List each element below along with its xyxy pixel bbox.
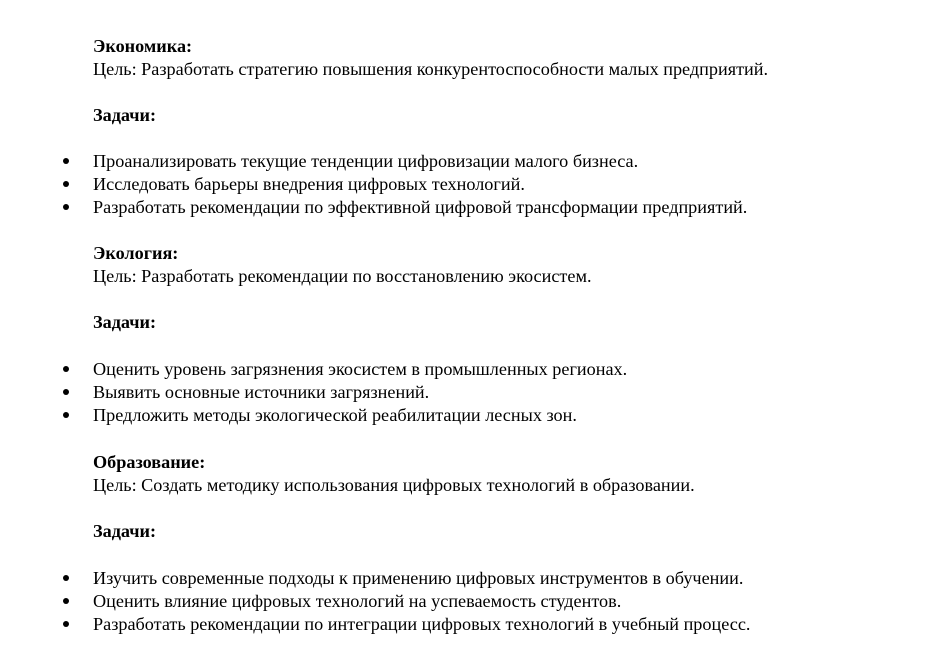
task-item: Разработать рекомендации по эффективной цифровой трансформации предприятий. [93,197,748,217]
section-goal: Цель: Разработать стратегию повышения конкурентоспособности малых предприятий. [93,59,769,79]
bullet-icon [63,204,69,210]
bullet-icon [63,181,69,187]
task-item: Предложить методы экологической реабилитации лесных зон. [93,405,577,425]
task-item: Оценить уровень загрязнения экосистем в промышленных регионах. [93,359,628,379]
tasks-heading: Задачи: [93,312,157,332]
task-item: Проанализировать текущие тенденции цифровизации малого бизнеса. [93,151,639,171]
bullet-icon [63,621,69,627]
section-goal: Цель: Разработать рекомендации по восстановлению экосистем. [93,266,592,286]
section-heading: Экономика: [93,36,193,56]
task-item: Выявить основные источники загрязнений. [93,382,430,402]
bullet-icon [63,158,69,164]
task-item: Разработать рекомендации по интеграции цифровых технологий в учебный процесс. [93,614,751,634]
task-item: Оценить влияние цифровых технологий на успеваемость студентов. [93,591,622,611]
section-heading: Экология: [93,243,179,263]
section-heading: Образование: [93,452,206,472]
section-goal: Цель: Создать методику использования цифровых технологий в образовании. [93,475,695,495]
task-item: Изучить современные подходы к применению цифровых инструментов в обучении. [93,568,744,588]
tasks-heading: Задачи: [93,521,157,541]
bullet-icon [63,366,69,372]
bullet-icon [63,575,69,581]
bullet-icon [63,598,69,604]
tasks-heading: Задачи: [93,105,157,125]
bullet-icon [63,389,69,395]
bullet-icon [63,412,69,418]
task-item: Исследовать барьеры внедрения цифровых технологий. [93,174,525,194]
